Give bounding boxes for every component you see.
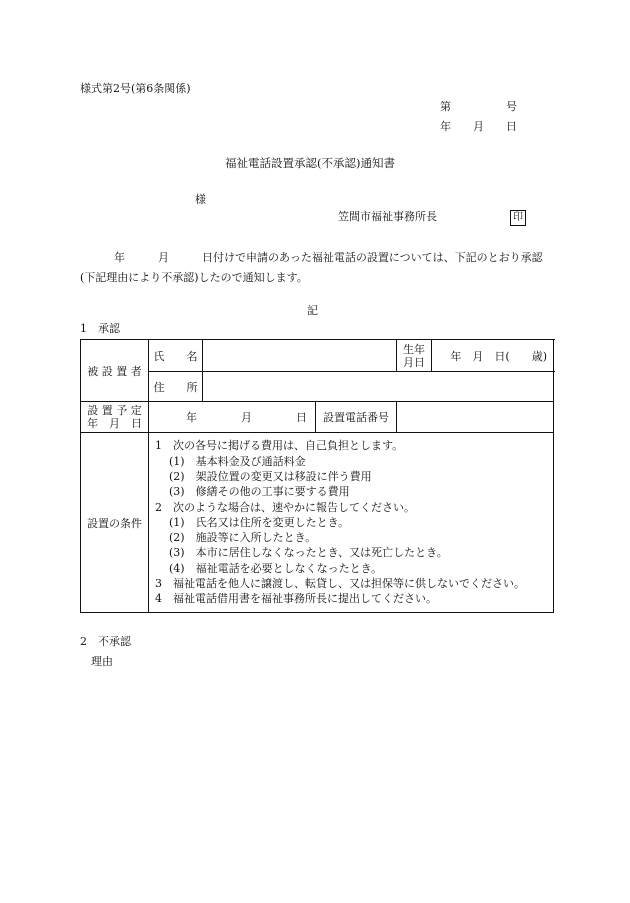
document-title: 福祉電話設置承認(不承認)通知書 [225,156,395,170]
section-disapproval: 2 不承認 [80,635,131,648]
birth-label-line1: 生年 [403,342,425,356]
phone-number-value [397,402,554,433]
planned-day: 日 [296,411,307,424]
addressee-suffix: 様 [195,193,206,206]
issuer-name: 笠間市福祉事務所長 [338,210,437,223]
planned-label-line1: 設 置 予 定 [87,404,142,417]
conditions-list [149,433,554,613]
name-value [203,340,397,372]
address-label: 住 所 [149,372,203,402]
planned-date-label [81,402,149,433]
condition-item: 2 次のような場合は、速やかに報告してください。 [155,500,415,514]
phone-number-label: 設置電話番号 [316,402,397,433]
body-text: 日付けで申請のあった福祉電話の設置については、下記のとおり承認(下記理由により不承認)したので通知します。 [80,251,543,284]
birth-label-line2: 月日 [403,355,425,369]
planned-date-value [149,402,316,433]
body-date-year: 年 [114,251,125,264]
birth-date-value: 年 月 日( 歳) [450,349,547,363]
condition-subitem: (2) 施設等に入所したとき。 [169,531,317,545]
condition-item: 1 次の各号に掲げる費用は、自己負担とします。 [155,439,404,453]
condition-subitem: (1) 基本料金及び通話料金 [169,454,306,468]
address-value [203,372,554,402]
form-number: 様式第2号(第6条関係) [80,82,191,95]
approval-table [80,339,554,613]
condition-item: 4 福祉電話借用書を福祉事務所長に提出してください。 [155,592,437,606]
planned-month: 月 [241,411,252,424]
condition-item: 3 福祉電話を他人に譲渡し、転貸し、又は担保等に供しないでください。 [155,577,525,591]
conditions-label: 設置の条件 [81,433,149,613]
condition-subitem: (4) 福祉電話を必要としなくなったとき。 [169,561,383,575]
condition-subitem: (2) 架設位置の変更又は移設に伴う費用 [169,469,372,483]
ki-heading: 記 [307,304,318,317]
seal-mark: 印 [510,210,526,226]
reason-label: 理由 [91,655,113,668]
installee-label: 被 設 置 者 [81,340,149,402]
name-label: 氏 名 [149,340,203,372]
birth-date-label [397,340,432,371]
body-date-month: 月 [158,251,169,264]
notice-body [80,248,555,288]
planned-label-line2: 年 月 日 [87,417,142,430]
condition-subitem: (3) 修繕その他の工事に要する費用 [169,485,350,499]
document-date: 年 月 日 [440,120,517,133]
condition-subitem: (1) 氏名又は住所を変更したとき。 [169,515,350,529]
planned-year: 年 [186,411,197,424]
section-approval: 1 承認 [80,322,120,335]
condition-subitem: (3) 本市に居住しなくなったとき、又は死亡したとき。 [169,546,448,560]
document-number: 第 号 [440,100,517,113]
